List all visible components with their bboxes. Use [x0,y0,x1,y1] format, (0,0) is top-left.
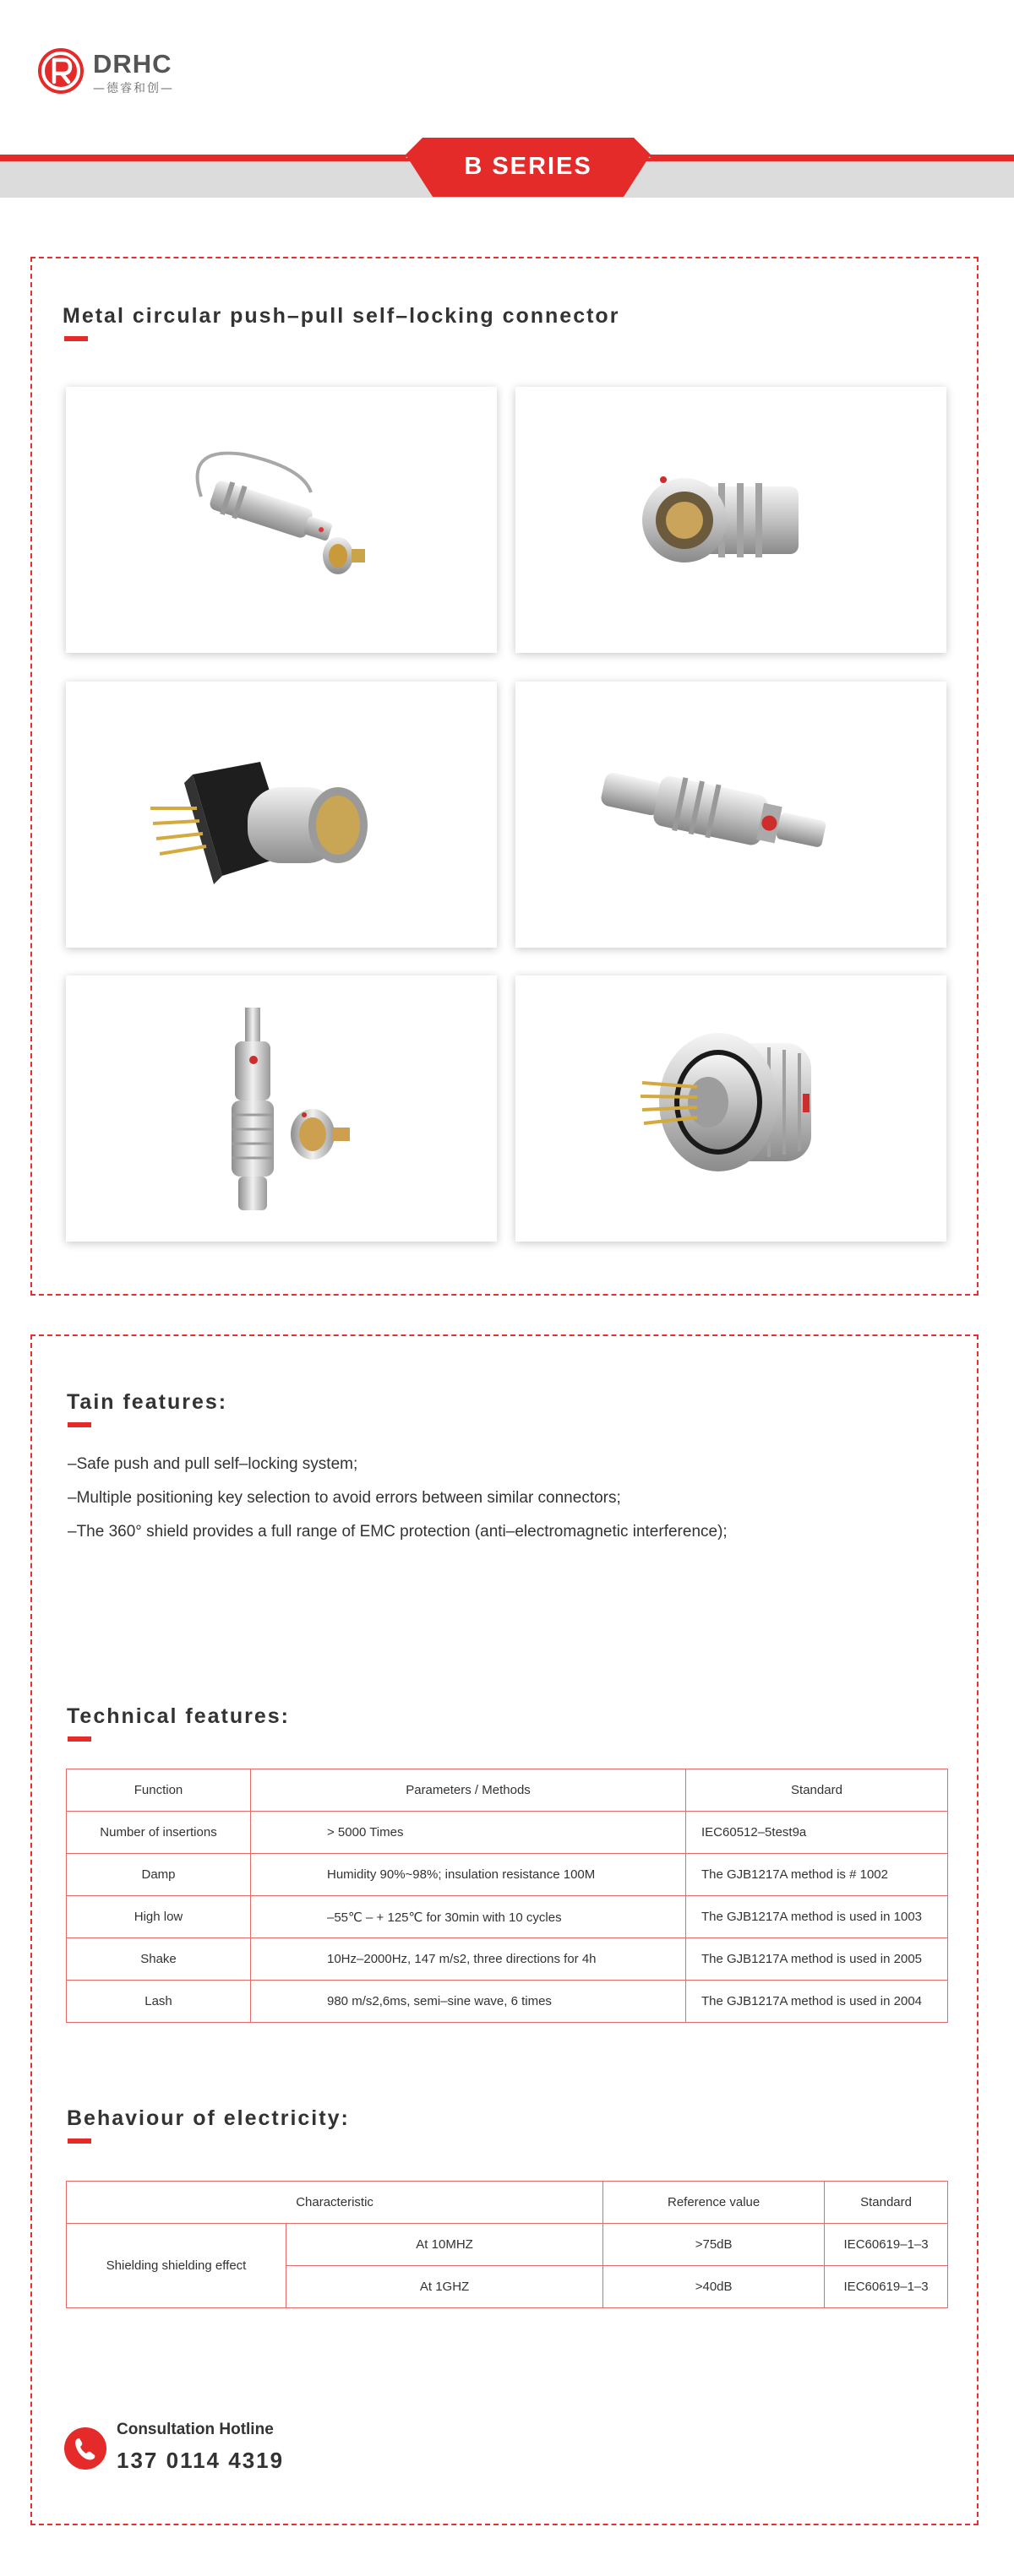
standard-cell: IEC60512–5test9a [686,1812,948,1854]
column-header-standard: Standard [686,1769,948,1812]
standard-cell: The GJB1217A method is # 1002 [686,1854,948,1896]
column-header-parameters: Parameters / Methods [251,1769,686,1812]
parameters-cell: 980 m/s2,6ms, semi–sine wave, 6 times [251,1981,686,2023]
table-row [67,1812,948,1854]
electrical-table [66,2181,948,2308]
parameters-cell: –55℃ – + 125℃ for 30min with 10 cycles [251,1896,686,1938]
right-angle-pcb-socket-image [66,682,497,948]
table-header-row [67,2182,948,2224]
hotline-label: Consultation Hotline [117,2421,274,2438]
drhc-logo-icon [37,47,84,95]
function-cell: High low [67,1896,251,1938]
table-row [67,1896,948,1938]
hotline-number[interactable]: 137 0114 4319 [117,2448,285,2473]
phone-icon[interactable] [64,2427,106,2470]
title-underline [68,1736,91,1742]
table-row [67,2224,948,2266]
feature-item: –Multiple positioning key selection to avoid errors between similar connectors; [68,1489,621,1507]
function-cell: Damp [67,1854,251,1896]
standard-cell: The GJB1217A method is used in 2005 [686,1938,948,1981]
main-features-title: Tain features: [67,1390,228,1414]
brand-subtitle: —德睿和创— [93,82,174,95]
column-header-reference-value: Reference value [603,2182,825,2224]
technical-features-table [66,1769,948,2023]
title-underline [64,336,88,341]
product-image-2[interactable] [515,387,946,653]
condition-cell: At 10MHZ [286,2224,603,2266]
electrical-title: Behaviour of electricity: [67,2106,350,2130]
series-tab [406,138,651,197]
product-image-5[interactable] [66,976,497,1242]
straight-plug-and-socket-image [66,976,497,1242]
product-image-1[interactable] [66,387,497,653]
panel-socket-image [515,387,946,653]
column-header-function: Function [67,1769,251,1812]
function-cell: Number of insertions [67,1812,251,1854]
table-row [67,1938,948,1981]
feature-item: –Safe push and pull self–locking system; [68,1455,358,1473]
product-image-6[interactable] [515,976,946,1242]
parameters-cell: 10Hz–2000Hz, 147 m/s2, three directions for 4h [251,1938,686,1981]
reference-value-cell: >40dB [603,2266,825,2308]
table-row [67,1854,948,1896]
product-section-title: Metal circular push–pull self–locking connector [63,304,620,328]
pcb-pin-socket-image [515,976,946,1242]
parameters-cell: Humidity 90%~98%; insulation resistance 100M [251,1854,686,1896]
characteristic-cell: Shielding shielding effect [67,2224,286,2308]
standard-cell: The GJB1217A method is used in 2004 [686,1981,948,2023]
standard-cell: IEC60619–1–3 [825,2266,948,2308]
brand-logo[interactable] [37,47,189,98]
condition-cell: At 1GHZ [286,2266,603,2308]
product-image-4[interactable] [515,682,946,948]
reference-value-cell: >75dB [603,2224,825,2266]
standard-cell: IEC60619–1–3 [825,2224,948,2266]
cable-plug-and-socket-image [66,387,497,653]
title-underline [68,1422,91,1427]
feature-item: –The 360° shield provides a full range of EMC protection (anti–electromagnetic interference); [68,1523,728,1541]
function-cell: Lash [67,1981,251,2023]
parameters-cell: > 5000 Times [251,1812,686,1854]
table-row [67,1981,948,2023]
column-header-standard: Standard [825,2182,948,2224]
standard-cell: The GJB1217A method is used in 1003 [686,1896,948,1938]
column-header-characteristic: Characteristic [67,2182,603,2224]
inline-plug-image [515,682,946,948]
series-title: B SERIES [464,153,592,180]
technical-features-title: Technical features: [67,1704,291,1728]
table-header-row [67,1769,948,1812]
brand-name: DRHC [93,49,172,79]
function-cell: Shake [67,1938,251,1981]
title-underline [68,2139,91,2144]
product-image-3[interactable] [66,682,497,948]
